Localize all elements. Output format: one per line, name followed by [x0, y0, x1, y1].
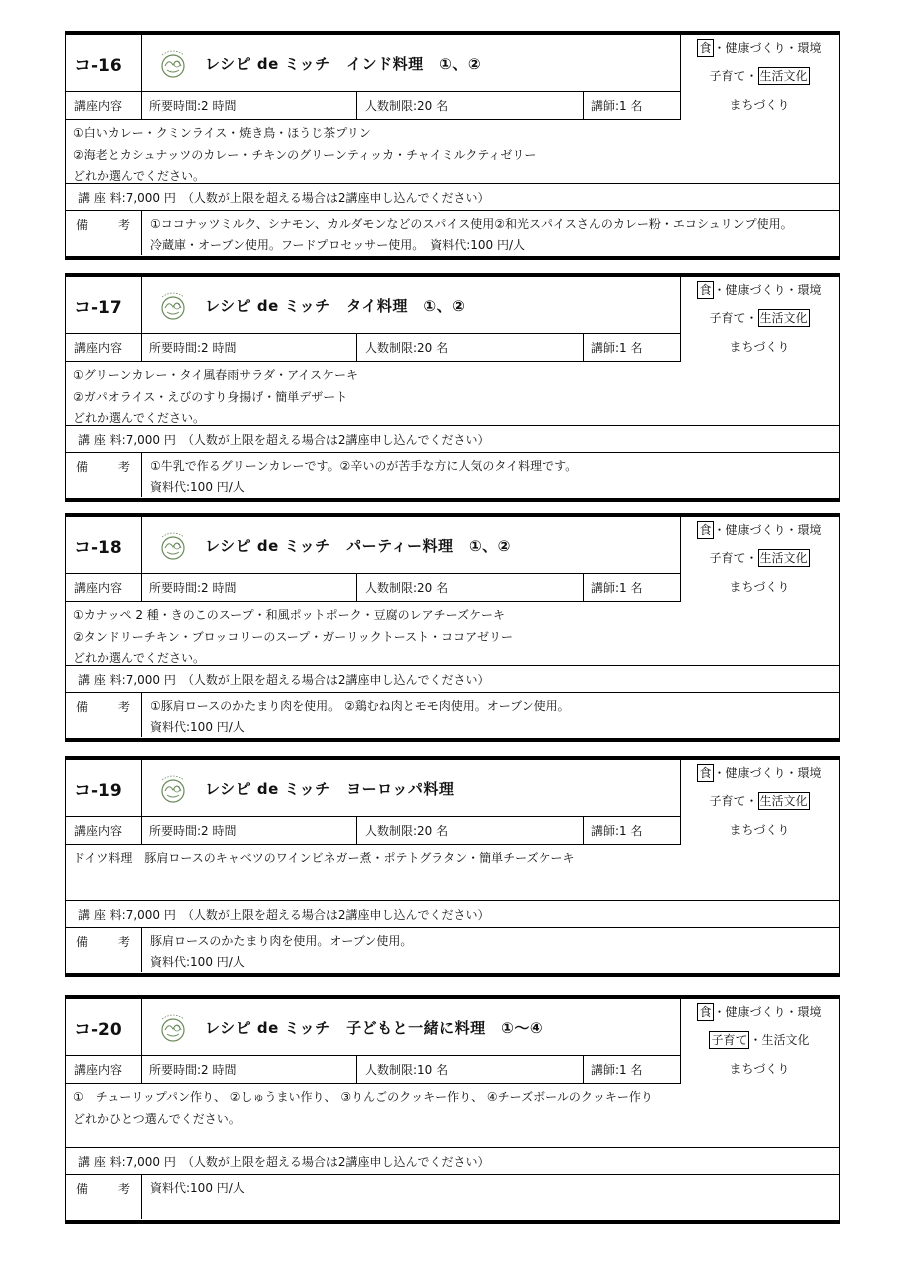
course-card: [65, 513, 840, 742]
category-tags: [680, 277, 839, 362]
course-note-line: ①豚肩ロースのかたまり肉を使用。 ②鶏むね肉とモモ肉使用。オーブン使用。: [150, 699, 570, 713]
course-code: コ-16: [74, 55, 122, 76]
course-content-line: どれか選んでください。: [73, 651, 206, 665]
course-notes-row: [66, 1175, 839, 1219]
course-title: レシピ de ミッチ タイ料理 ①、②: [205, 296, 466, 315]
course-content-line: ②タンドリーチキン・ブロッコリーのスープ・ガーリックトースト・ココアゼリー: [73, 629, 514, 644]
course-note-line: 資料代:100 円/人: [150, 720, 245, 734]
category-line-2: [680, 66, 839, 86]
instructor-count: 講師:1 名: [591, 824, 643, 838]
category-lifestyle-culture: 生活文化: [759, 69, 808, 83]
category-childcare: 子育て: [711, 1033, 748, 1047]
category-lifestyle-culture: 生活文化: [759, 551, 808, 565]
course-content-line: ①白いカレー・クミンライス・焼き鳥・ほうじ茶プリン: [73, 126, 371, 140]
course-content-line: ① チューリップパン作り、 ②しゅうまい作り、 ③りんごのクッキー作り、 ④チーズボールのクッキー作り: [73, 1090, 653, 1104]
time-required: 所要時間:2 時間: [149, 341, 237, 355]
capacity-limit: 人数制限:20 名: [365, 824, 449, 838]
category-lifestyle-culture: 生活文化: [759, 311, 808, 325]
course-notes-text: [150, 931, 412, 973]
column-divider: [680, 999, 681, 1084]
column-divider: [356, 817, 357, 845]
column-divider: [356, 1056, 357, 1084]
fee-label: 講 座 料:: [78, 907, 126, 922]
category-line-2: [680, 308, 839, 328]
course-info-row: [66, 92, 680, 120]
course-title: レシピ de ミッチ インド料理 ①、②: [205, 54, 482, 73]
course-content-label: 講座内容: [74, 99, 123, 113]
cabbage-logo-icon: [155, 1009, 191, 1045]
category-lifestyle-culture: 生活文化: [759, 794, 808, 808]
course-title: レシピ de ミッチ パーティー料理 ①、②: [205, 536, 511, 555]
category-line-3: まちづくり: [729, 580, 790, 594]
category-tags: [680, 517, 839, 602]
course-content-line: ドイツ料理 豚肩ロースのキャベツのワインビネガー煮・ポテトグラタン・簡単チーズケーキ: [73, 851, 575, 865]
course-header-row: [66, 999, 680, 1056]
column-divider: [141, 211, 142, 255]
fee-label: 講 座 料:: [78, 190, 126, 205]
cabbage-logo-icon: [155, 287, 191, 323]
category-separator: ・: [745, 794, 758, 808]
course-content-line: ②ガパオライス・えびのすり身揚げ・簡単デザート: [73, 389, 348, 404]
course-title-cell: [141, 35, 680, 91]
course-info-row: [66, 334, 680, 362]
course-title-cell: [141, 517, 680, 573]
column-divider: [583, 1056, 584, 1084]
course-fee-row: [66, 426, 839, 453]
column-divider: [141, 517, 142, 602]
column-divider: [141, 693, 142, 737]
course-title: レシピ de ミッチ ヨーロッパ料理: [205, 779, 455, 798]
column-divider: [356, 574, 357, 602]
column-divider: [356, 92, 357, 120]
course-fee: [78, 666, 490, 692]
category-line-1: [680, 520, 839, 540]
course-card: [65, 31, 840, 260]
category-line-3: まちづくり: [729, 1062, 790, 1076]
course-code: コ-19: [74, 780, 122, 801]
course-notes-row: [66, 453, 839, 497]
category-food: 食: [699, 766, 712, 780]
column-divider: [583, 574, 584, 602]
course-note-line: ①牛乳で作るグリーンカレーです。②辛いのが苦手な方に人気のタイ料理です。: [150, 459, 578, 473]
category-food: 食: [699, 41, 712, 55]
course-content-label: 講座内容: [74, 581, 123, 595]
course-content-line: どれか選んでください。: [73, 169, 206, 183]
course-card: [65, 995, 840, 1224]
category-separator: ・: [745, 551, 758, 565]
course-note-line: 資料代:100 円/人: [150, 1181, 245, 1195]
category-childcare: 子育て: [709, 794, 746, 808]
course-header-row: [66, 35, 680, 92]
course-notes-row: [66, 211, 839, 255]
course-content-text: [73, 605, 513, 670]
course-content-label: 講座内容: [74, 824, 123, 838]
course-content-text: [73, 848, 574, 870]
category-line-1: [680, 1002, 839, 1022]
category-line-1: [680, 38, 839, 58]
category-separator: ・: [745, 311, 758, 325]
course-header-row: [66, 517, 680, 574]
course-note-line: 資料代:100 円/人: [150, 955, 245, 969]
category-health: ・健康づくり・環境: [713, 283, 822, 297]
course-content-label: 講座内容: [74, 341, 123, 355]
course-fee: [78, 1148, 490, 1174]
course-card: [65, 756, 840, 977]
time-required: 所要時間:2 時間: [149, 99, 237, 113]
fee-note: （人数が上限を超える場合は2講座申し込んでください）: [181, 672, 490, 687]
column-divider: [680, 277, 681, 362]
course-notes-row: [66, 928, 839, 972]
course-title-cell: [141, 760, 680, 816]
category-line-1: [680, 280, 839, 300]
fee-value: 7,000 円: [125, 432, 176, 447]
course-note-line: 資料代:100 円/人: [150, 480, 245, 494]
course-notes-text: [150, 696, 570, 738]
course-header-row: [66, 277, 680, 334]
course-code: コ-18: [74, 537, 122, 558]
category-lifestyle-culture: 生活文化: [761, 1033, 810, 1047]
course-code: コ-17: [74, 297, 122, 318]
category-childcare: 子育て: [709, 311, 746, 325]
column-divider: [141, 760, 142, 845]
course-notes-text: [150, 214, 793, 256]
course-card: [65, 273, 840, 502]
fee-note: （人数が上限を超える場合は2講座申し込んでください）: [181, 432, 490, 447]
fee-note: （人数が上限を超える場合は2講座申し込んでください）: [181, 1154, 490, 1169]
category-separator: ・: [745, 69, 758, 83]
course-fee: [78, 426, 490, 452]
cabbage-logo-icon: [155, 770, 191, 806]
course-notes-text: [150, 456, 577, 498]
instructor-count: 講師:1 名: [591, 1063, 643, 1077]
category-line-3: まちづくり: [729, 98, 790, 112]
course-content-line: ②海老とカシュナッツのカレー・チキンのグリーンティッカ・チャイミルクティゼリー: [73, 147, 537, 162]
fee-label: 講 座 料:: [78, 672, 126, 687]
course-code: コ-20: [74, 1019, 122, 1040]
course-content-line: ①グリーンカレー・タイ風春雨サラダ・アイスケーキ: [73, 368, 358, 382]
column-divider: [141, 1175, 142, 1219]
category-line-1: [680, 763, 839, 783]
course-fee-row: [66, 184, 839, 211]
category-tags: [680, 35, 839, 120]
fee-value: 7,000 円: [125, 672, 176, 687]
category-food: 食: [699, 283, 712, 297]
fee-label: 講 座 料:: [78, 432, 126, 447]
course-content-text: [73, 123, 536, 188]
category-line-3: まちづくり: [729, 340, 790, 354]
category-health: ・健康づくり・環境: [713, 523, 822, 537]
notes-label: 備 考: [76, 218, 130, 232]
course-content-row: [66, 845, 839, 901]
capacity-limit: 人数制限:10 名: [365, 1063, 449, 1077]
category-health: ・健康づくり・環境: [713, 1005, 822, 1019]
category-food: 食: [699, 1005, 712, 1019]
cabbage-logo-icon: [155, 527, 191, 563]
course-note-line: 冷蔵庫・オーブン使用。フードプロセッサー使用。 資料代:100 円/人: [150, 238, 526, 252]
course-header-row: [66, 760, 680, 817]
fee-note: （人数が上限を超える場合は2講座申し込んでください）: [181, 907, 490, 922]
fee-value: 7,000 円: [125, 907, 176, 922]
capacity-limit: 人数制限:20 名: [365, 99, 449, 113]
column-divider: [680, 517, 681, 602]
course-content-label: 講座内容: [74, 1063, 123, 1077]
time-required: 所要時間:2 時間: [149, 1063, 237, 1077]
notes-label: 備 考: [76, 700, 130, 714]
capacity-limit: 人数制限:20 名: [365, 581, 449, 595]
course-title-cell: [141, 999, 680, 1055]
notes-label: 備 考: [76, 1182, 130, 1196]
course-title-cell: [141, 277, 680, 333]
course-notes-text: [150, 1178, 245, 1199]
course-fee: [78, 901, 490, 927]
course-title: レシピ de ミッチ 子どもと一緒に料理 ①～④: [205, 1018, 544, 1037]
instructor-count: 講師:1 名: [591, 581, 643, 595]
course-content-line: ①カナッペ 2 種・きのこのスープ・和風ポットポーク・豆腐のレアチーズケーキ: [73, 608, 505, 622]
capacity-limit: 人数制限:20 名: [365, 341, 449, 355]
course-fee-row: [66, 901, 839, 928]
instructor-count: 講師:1 名: [591, 99, 643, 113]
instructor-count: 講師:1 名: [591, 341, 643, 355]
column-divider: [680, 760, 681, 845]
column-divider: [141, 453, 142, 497]
fee-note: （人数が上限を超える場合は2講座申し込んでください）: [181, 190, 490, 205]
category-health: ・健康づくり・環境: [713, 766, 822, 780]
course-content-row: [66, 362, 839, 426]
course-info-row: [66, 817, 680, 845]
course-content-line: どれかひとつ選んでください。: [73, 1111, 241, 1126]
category-food: 食: [699, 523, 712, 537]
column-divider: [583, 92, 584, 120]
course-fee-row: [66, 1148, 839, 1175]
category-childcare: 子育て: [709, 551, 746, 565]
course-content-row: [66, 1084, 839, 1148]
column-divider: [583, 334, 584, 362]
course-notes-row: [66, 693, 839, 737]
course-content-text: [73, 365, 358, 430]
fee-label: 講 座 料:: [78, 1154, 126, 1169]
category-health: ・健康づくり・環境: [713, 41, 822, 55]
time-required: 所要時間:2 時間: [149, 581, 237, 595]
notes-label: 備 考: [76, 935, 130, 949]
category-separator: ・: [749, 1033, 762, 1047]
column-divider: [583, 817, 584, 845]
category-childcare: 子育て: [709, 69, 746, 83]
column-divider: [141, 35, 142, 120]
notes-label: 備 考: [76, 460, 130, 474]
fee-value: 7,000 円: [125, 1154, 176, 1169]
course-content-row: [66, 602, 839, 666]
course-note-line: 豚肩ロースのかたまり肉を使用。オーブン使用。: [150, 934, 413, 948]
course-fee-row: [66, 666, 839, 693]
course-content-row: [66, 120, 839, 184]
category-line-3: まちづくり: [729, 823, 790, 837]
fee-value: 7,000 円: [125, 190, 176, 205]
time-required: 所要時間:2 時間: [149, 824, 237, 838]
column-divider: [141, 999, 142, 1084]
course-info-row: [66, 1056, 680, 1084]
category-tags: [680, 760, 839, 845]
category-line-2: [680, 1030, 839, 1050]
column-divider: [141, 277, 142, 362]
course-content-text: [73, 1087, 653, 1130]
course-info-row: [66, 574, 680, 602]
column-divider: [141, 928, 142, 972]
category-line-2: [680, 548, 839, 568]
column-divider: [680, 35, 681, 120]
column-divider: [356, 334, 357, 362]
category-tags: [680, 999, 839, 1084]
course-note-line: ①ココナッツミルク、シナモン、カルダモンなどのスパイス使用②和光スパイスさんのカレー粉・エコシュリンプ使用。: [150, 217, 793, 231]
course-content-line: どれか選んでください。: [73, 411, 206, 425]
cabbage-logo-icon: [155, 45, 191, 81]
category-line-2: [680, 791, 839, 811]
course-fee: [78, 184, 490, 210]
